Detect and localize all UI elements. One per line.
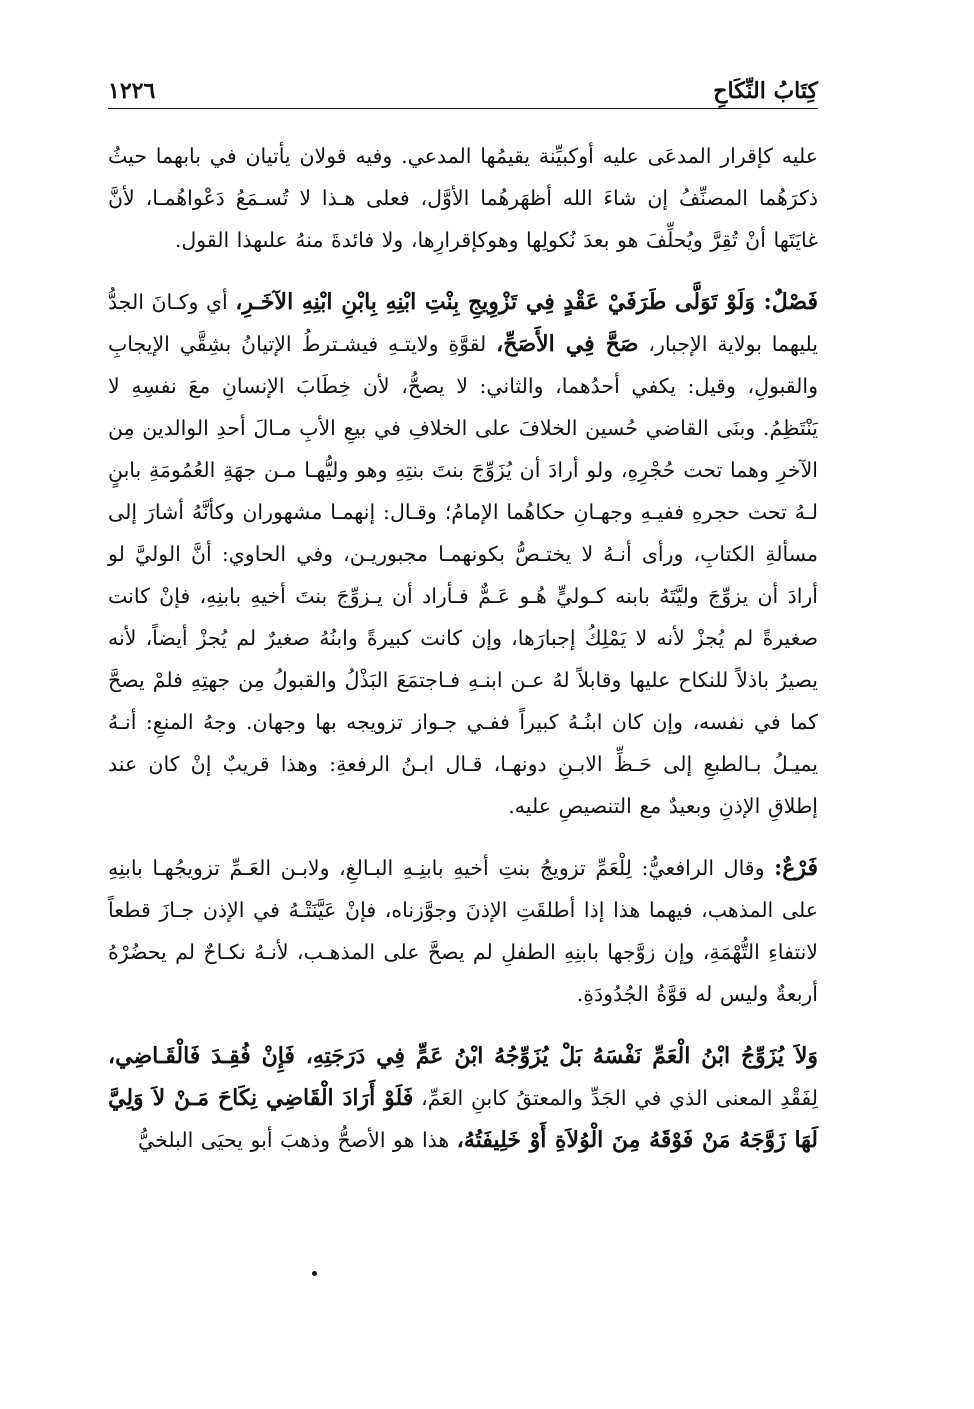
commentary-segment: وقال الرافعيُّ: لِلْعَمِّ تزويجُ بنتِ أخيهِ بابنِـهِ البـالغِ، ولابـن العَـمِّ تزويجُهـا بابنِهِ على المذهب، فيهما هذا إذا أطلقَتِ الإذنَ وجوَّزناه، فإنْ عَيَّنَتْـهُ في الإذن جـازَ قطعاً لانتفاءِ التُّهْمَةِ، وإن زوَّجها بابنِهِ الطفلِ لم يصحَّ على المذهـب، لأنـهُ نكـاحٌ لم يحضُرْهُ أربعةٌ وليس له قوَّةُ الجُدُودَةِ. <box>108 856 818 1006</box>
running-header <box>108 58 818 109</box>
text-segment: عليه كإقرار المدعَى عليه أوكبيِّنة يقيمُها المدعي. وفيه قولان يأتيان في بابهما حيثُ ذكرَهُما المصنِّفُ إن شاءَ الله أظهَرهُما الأوَّل، فعلى هـذا لا تُسـمَعُ دَعْواهُمـا، لأنَّ غايَتَها أنْ تُقِرَّ ويُحلِّفَ هو بعدَ نُكولِها وهوكإقرارِها، ولا فائدةَ منهُ علىهذا القول. <box>108 144 818 252</box>
book-page <box>108 58 818 1358</box>
commentary-segment: لقوَّةِ ولايتـهِ فيشـترطُ الإتيانُ بشِقَّي الإيجابِ والقبولِ، وقيل: يكفي أحدُهما، والثاني: لا يصحُّ، لأن خِطَابَ الإنسانِ معَ نفسِهِ لا يَنْتَظِمُ. وبنَى القاضي حُسين الخلافَ على الخلافِ في بيعِ الأبِ مـالَ أحدِ الوالدين مِن الآخرِ وهما تحت حُجْرِهِ، ولو أرادَ أن يُزَوِّجَ بنتَ بنتِهِ وهو وليُّهـا مـن جهَةِ العُمُومَةِ بابنٍ لـهُ تحت حجرهِ ففيـهِ وجهـانِ حكاهُما الإمامُ؛ وقـال: إنهمـا مشهوران وكأنَّهُ أشارَ إلى مسألةِ الكتابِ، ورأى أنـهُ لا يختـصُّ بكونهمـا مجبوريـن، وفي الحاوي: أنَّ الوليَّ لو أرادَ أن يزوِّجَ وليَّتَهُ بابنه كـوليٍّ هُـو عَـمٌّ فـأراد أن يـزوِّجَ بنتَ أخيهِ بابنِهِ، فإنْ كانت صغيرةً لم يُجزْ لأنه لا يَمْلِكُ إجبارَها، وإن كانت كبيرةً وابنُهُ صغيرٌ لم يُجزْ أيضاً، لأنه يصيرُ باذلاً للنكاح عليها وقابلاً لهُ عـن ابنـهِ فـاجتمَعَ البَذْلُ والقبولُ مِن جهتِهِ فلمْ يصحَّ كما في نفسه، وإن كان ابنُـهُ كبيراً ففـي جـواز تزويجه بها وجهان. وجهُ المنعِ: أنـهُ يميـلُ بـالطبعِ إلى حَـظِّ الابـنِ دونهـا، قـال ابـنُ الرفعةِ: وهذا قريبٌ إنْ كان عند إطلاقِ الإذنِ وبعيدٌ مع التنصيصِ عليه. <box>108 332 818 818</box>
commentary-segment: أي وكـانَ الجدُّ يليهما بولاية الإجبار، <box>108 290 818 356</box>
matn-segment: فَصْلٌ: وَلَوْ تَوَلَّى طَرَفَيْ عَقْدٍ فِي تَزْوِيجِ بِنْتِ ابْنِهِ بِابْنِ ابْنِهِ الآخَـرِ، <box>235 289 818 315</box>
paragraph-3 <box>108 847 818 1015</box>
footer-dot <box>312 1271 317 1276</box>
paragraph-2 <box>108 281 818 827</box>
commentary-segment: هذا هو الأصحُّ وذهبَ أبو يحيَى البلخيُّ <box>138 1128 457 1152</box>
paragraph-4 <box>108 1035 818 1161</box>
book-title: كِتَابُ النِّكَاحِ <box>713 78 818 104</box>
far-heading: فَرْعٌ: <box>774 855 818 881</box>
matn-segment: فَلَوْ أَرَادَ الْقَاضِي نِكَاحَ مَـنْ لاَ وَلِيَّ لَهَا زَوَّجَهُ مَنْ فَوْقَهُ مِنَ الْوُلاَةِ أَوْ خَلِيفَتُهُ، <box>108 1085 818 1153</box>
commentary-segment: لِفَقْدِ المعنى الذي في الجَدِّ والمعتقُ كابنِ العَمِّ، <box>413 1086 818 1110</box>
matn-segment: صَحَّ فِي الأَصَحِّ، <box>496 331 639 357</box>
page-number: ١٢٢٦ <box>108 78 156 104</box>
matn-segment: وَلاَ يُزَوِّجُ ابْنُ الْعَمِّ نَفْسَهُ بَلْ يُزَوِّجُهُ ابْنُ عَمٍّ فِي دَرَجَتِهِ، فَإِنْ فُقِـدَ فَالْقَـاضِي، <box>108 1043 819 1069</box>
paragraph-1 <box>108 135 818 261</box>
